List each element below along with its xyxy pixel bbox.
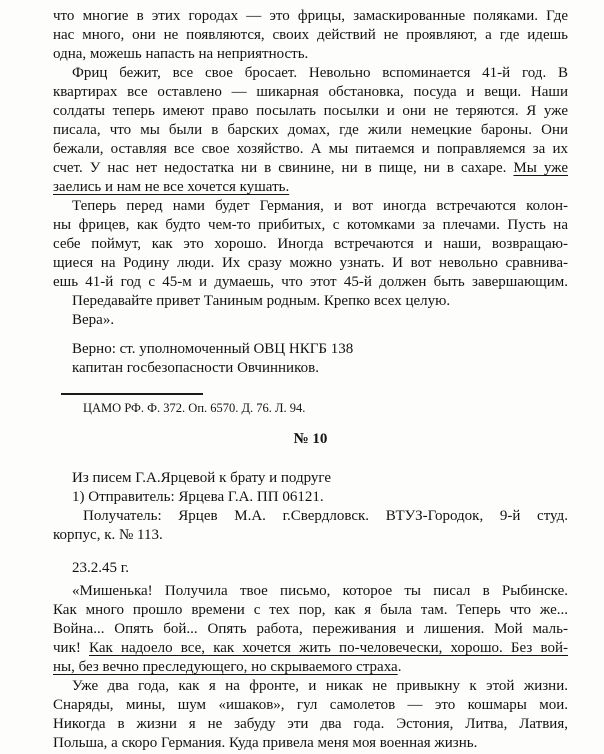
text-segment: Верно: ст. уполномоченный ОВЦ НКГБ 138 xyxy=(72,341,354,357)
text-line xyxy=(53,197,568,216)
underlined-text: заелись и нам не все хочется кушать. xyxy=(53,179,290,195)
letter-collection-title xyxy=(53,469,568,488)
certification-line xyxy=(53,359,568,378)
text-segment: Польша, а скоро Германия. Куда привела меня моя военная жизнь. xyxy=(53,735,478,751)
text-segment: ешь 41-й год с 45-м и думаешь, что этот 45-й должен быть завершающим. xyxy=(53,274,568,290)
document-number-heading xyxy=(53,430,568,449)
letter-date xyxy=(53,559,568,578)
text-segment: капитан госбезопасности Овчинников. xyxy=(72,360,319,376)
text-line xyxy=(53,582,568,601)
text-segment: щиеся на Родину люди. Их сразу можно узнать. И вот невольно сравнива- xyxy=(53,255,568,271)
sender-line xyxy=(53,488,568,507)
text-line xyxy=(53,734,568,753)
text-line xyxy=(53,235,568,254)
text-segment: одна, можешь напасть на неприятность. xyxy=(53,46,309,62)
text-segment: 23.2.45 г. xyxy=(72,560,129,576)
certification-line xyxy=(53,340,568,359)
text-line xyxy=(53,216,568,235)
text-segment: чик! xyxy=(53,640,90,656)
text-line xyxy=(53,677,568,696)
text-segment: . xyxy=(397,659,402,675)
text-line xyxy=(53,140,568,159)
text-line xyxy=(53,159,568,178)
text-line xyxy=(53,601,568,620)
text-line xyxy=(53,102,568,121)
text-line xyxy=(53,254,568,273)
text-segment: Получатель: Ярцев М.А. г.Свердловск. ВТУЗ-Городок, 9-й студ. xyxy=(83,508,568,524)
text-segment: квартирах все оставлено — шикарная обстановка, посуда и вещи. Наши xyxy=(53,84,568,100)
text-segment: нас много, они не появляются, своих действий не проявляют, а где идешь xyxy=(53,27,568,43)
text-line xyxy=(53,178,568,197)
text-line xyxy=(53,658,568,677)
text-segment: корпус, к. № 113. xyxy=(53,527,163,543)
text-line xyxy=(53,715,568,734)
text-segment: Теперь перед нами будет Германия, и вот иногда встречаются колон- xyxy=(72,198,568,214)
text-segment: № 10 xyxy=(293,431,328,447)
text-line xyxy=(53,64,568,83)
text-segment: Уже два года, как я на фронте, и никак не привыкну к этой жизни. xyxy=(72,678,568,694)
text-segment: счет. У нас нет недостатка ни в свинине, ни в пище, ни в сахаре. xyxy=(53,160,514,176)
signature-line xyxy=(53,311,568,330)
recipient-line xyxy=(53,526,568,545)
text-line xyxy=(53,7,568,26)
footnote-rule xyxy=(61,393,203,395)
text-segment: Из писем Г.А.Ярцевой к брату и подруге xyxy=(72,470,332,486)
text-segment: Снаряды, мины, шум «ишаков», гул самолетов — это кошмары мои. xyxy=(53,697,568,713)
text-line xyxy=(53,83,568,102)
text-segment: Фриц бежит, все свое бросает. Невольно вспоминается 41-й год. В xyxy=(72,65,568,81)
text-line xyxy=(53,696,568,715)
page-text xyxy=(53,7,568,753)
text-line xyxy=(53,26,568,45)
text-line xyxy=(53,292,568,311)
text-segment: что многие в этих городах — это фрицы, замаскированные поляками. Где xyxy=(53,8,568,24)
text-line xyxy=(53,121,568,140)
text-line xyxy=(53,620,568,639)
text-segment: ЦАМО РФ. Ф. 372. Оп. 6570. Д. 76. Л. 94. xyxy=(83,401,306,415)
text-segment: Война... Опять бой... Опять работа, переживания и лишения. Мой маль- xyxy=(53,621,568,637)
underlined-text: ны, без вечно преследующего, но скрываемого страха xyxy=(53,659,398,675)
text-line xyxy=(53,273,568,292)
text-segment: себе поймут, как это хорошо. Иногда встречаются и наши, возвращаю- xyxy=(53,236,568,252)
text-segment: Вера». xyxy=(72,312,115,328)
text-line xyxy=(53,639,568,658)
underlined-text: Мы уже xyxy=(513,160,568,176)
underlined-text: Как надоело все, как хочется жить по-человечески, хорошо. Без вой- xyxy=(89,640,568,656)
text-line xyxy=(53,45,568,64)
text-segment: Никогда в жизни я не забуду эти два года. Эстония, Литва, Латвия, xyxy=(53,716,568,732)
text-segment: бежали, оставляя все свое хозяйство. А мы питаемся и поправляемся за их xyxy=(53,141,568,157)
text-segment: Как много прошло времени с тех пор, как я была там. Теперь что же... xyxy=(53,602,568,618)
text-segment: Передавайте привет Таниным родным. Крепко всех целую. xyxy=(72,293,451,309)
text-segment: писала, что мы были в барских домах, где жили немецкие бароны. Они xyxy=(53,122,568,138)
text-segment: 1) Отправитель: Ярцева Г.А. ПП 06121. xyxy=(72,489,324,505)
text-segment: «Мишенька! Получила твое письмо, которое ты писал в Рыбинске. xyxy=(72,583,568,599)
text-segment: солдаты теперь имеют право посылать посылки и они не теряются. Я уже xyxy=(53,103,568,119)
footnote-source xyxy=(53,400,568,417)
recipient-line xyxy=(53,507,568,526)
text-segment: ны фрицев, как будто чем-то прибитых, с котомками за плечами. Пусть на xyxy=(53,217,568,233)
